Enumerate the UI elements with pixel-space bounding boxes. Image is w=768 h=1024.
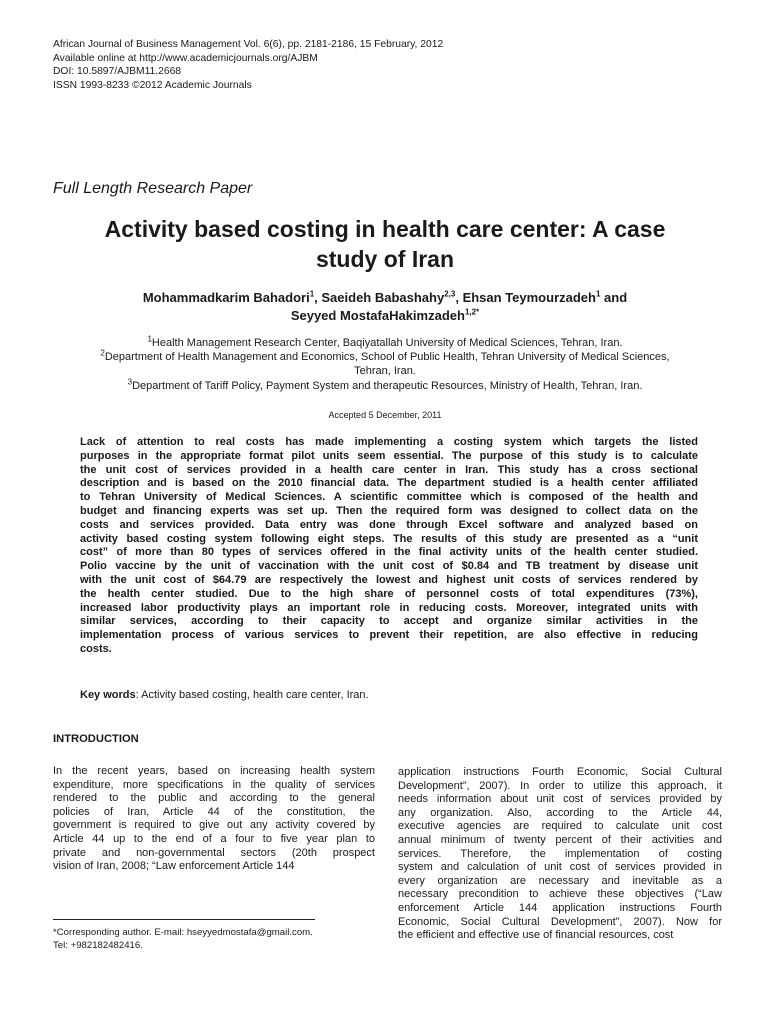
author-line-2 <box>60 307 710 325</box>
body-left-line: expenditure, more specifications in the quality of services <box>53 778 375 791</box>
abstract-line: similar services, according to their capacity to accept and organize similar activities in the <box>80 615 698 628</box>
affiliations <box>60 336 710 393</box>
author-affiliation-mark: 1,2* <box>464 307 480 317</box>
body-right-line: system and calculation of unit cost of services provided in <box>398 861 722 874</box>
title-line-2: study of Iran <box>315 246 454 272</box>
affiliation-2 <box>60 350 710 364</box>
paper-title <box>60 214 710 274</box>
author-list <box>60 289 710 325</box>
abstract-line: budget and financing experts was set up. Then the required form was designed to collect data on the <box>80 504 698 517</box>
abstract-line: costs. <box>80 642 112 655</box>
abstract-line: the health center studied. Due to the high share of personnel costs of total expenditures (73%), <box>80 587 698 600</box>
abstract <box>80 436 698 657</box>
abstract-line: description and is based on the 2010 financial data. The department studied is a health center affiliated <box>80 477 698 490</box>
journal-doi: DOI: 10.5897/AJBM11.2668 <box>53 66 182 78</box>
journal-header <box>53 38 613 92</box>
abstract-line: costs and services provided. Data entry was done through Excel software and analyzed based on <box>80 518 698 531</box>
journal-citation: African Journal of Business Management Vol. 6(6), pp. 2181-2186, 15 February, 2012 <box>53 39 444 50</box>
affiliation-mark: 3 <box>127 376 133 386</box>
footnote-divider <box>53 919 315 920</box>
abstract-line: purposes in the appropriate format pilot units seem essential. The purpose of this study is to calculate <box>80 449 698 462</box>
affiliation-text: Department of Tariff Policy, Payment System and therapeutic Resources, Ministry of Health, Tehran, Iran. <box>132 379 643 392</box>
journal-issn: ISSN 1993-8233 ©2012 Academic Journals <box>53 79 252 91</box>
body-right-line: enforcement Article 144 application instructions Fourth <box>398 901 722 914</box>
author-line-1 <box>60 289 710 307</box>
body-right-line: Development”, 2007). In order to utilize this approach, it <box>398 779 722 792</box>
author-name: , Saeideh Babashahy <box>314 290 445 305</box>
footnote-telephone: Tel: +982182482416. <box>53 940 143 951</box>
affiliation-mark: 1 <box>147 334 152 344</box>
body-right-line: services. Therefore, the implementation of costing <box>398 847 722 860</box>
abstract-line: Polio vaccine by the unit of vaccination with the unit cost of $0.84 and TB treatment by disease unit <box>80 560 698 573</box>
body-left-line: government is required to give out any activity covered by <box>53 819 375 832</box>
abstract-line: the unit cost of services provided in a health care center in Iran. This study has a cross sectional <box>80 463 698 476</box>
body-left-line: Article 44 up to the end of a four to five year plan to <box>53 832 375 845</box>
author-affiliation-mark: 1 <box>309 289 315 299</box>
keywords-text: : Activity based costing, health care center, Iran. <box>135 689 369 701</box>
affiliation-text: Health Management Research Center, Baqiyatallah University of Medical Sciences, Tehran, Iran. <box>151 337 623 349</box>
body-right-line: annual minimum of twenty percent of their activities and <box>398 833 722 846</box>
author-affiliation-mark: 1 <box>595 289 601 299</box>
abstract-line: Lack of attention to real costs has made implementing a costing system which targets the listed <box>80 436 698 448</box>
body-left-line: rendered to the public and according to the general <box>53 792 375 805</box>
body-right-line: executive agencies are required to calculate unit cost <box>398 820 722 833</box>
body-right-line: the efficient and effective use of financial resources, cost <box>398 929 674 942</box>
paper-type: Full Length Research Paper <box>53 180 253 197</box>
body-right-line: every organization are necessary and inevitable as a <box>398 874 722 887</box>
journal-online-link[interactable]: Available online at http://www.academicjournals.org/AJBM <box>53 52 318 64</box>
body-column-right <box>398 766 722 943</box>
affiliation-text: Department of Health Management and Economics, School of Public Health, Tehran University of Medical Sciences, <box>104 351 670 364</box>
keywords-label: Key words <box>80 689 136 701</box>
abstract-line: with the unit cost of $64.79 are respectively the lowest and highest unit costs of services rendered by <box>80 573 698 586</box>
abstract-line: implementation process of various services to prevent their repetition, are also effective in reducing <box>80 629 698 642</box>
body-right-line: Economic, Social Cultural Development”, 2007). Now for <box>398 915 722 928</box>
section-heading-introduction: INTRODUCTION <box>53 733 139 745</box>
abstract-line: cost” of more than 80 types of services offered in the final activity units of the health center studied. <box>80 546 698 559</box>
body-left-line: private and non-governmental sectors (20th prospect <box>53 846 375 859</box>
body-right-line: application instructions Fourth Economic, Social Cultural <box>398 766 722 778</box>
keywords <box>80 689 698 701</box>
author-name: , Ehsan Teymourzadeh <box>455 290 596 305</box>
accepted-date: Accepted 5 December, 2011 <box>328 410 442 420</box>
body-left-line: In the recent years, based on increasing health system <box>53 765 375 777</box>
affiliation-mark: 2 <box>100 348 105 358</box>
body-right-line: needs information about unit cost of services provided by <box>398 793 722 806</box>
affiliation-2-continued: Tehran, Iran. <box>354 365 416 378</box>
abstract-line: increased labor productivity plays an important role in reducing costs. Moreover, integrated units with <box>80 601 698 614</box>
title-line-1: Activity based costing in health care center: A case <box>104 216 666 242</box>
body-right-line: any organization. Also, according to the Article 44, <box>398 806 722 819</box>
abstract-line: activity based costing system following eight steps. The results of this study are presented as a “unit <box>80 532 698 545</box>
author-conjunction: and <box>600 290 628 305</box>
body-right-line: necessary precondition to achieve these objectives (“Law <box>398 888 722 901</box>
author-name: Mohammadkarim Bahadori <box>142 290 310 305</box>
author-affiliation-mark: 2,3 <box>444 289 456 299</box>
body-left-line: vision of Iran, 2008; “Law enforcement Article 144 <box>53 860 295 873</box>
footnote-corresponding-author: *Corresponding author. E-mail: hseyyedmostafa@gmail.com. <box>53 927 313 938</box>
affiliation-3 <box>60 376 710 393</box>
body-left-line: policies of Iran, Article 44 of the constitution, the <box>53 805 375 818</box>
abstract-line: to Tehran University of Medical Sciences. A scientific committee which is composed of the health and <box>80 491 698 504</box>
affiliation-1 <box>60 336 710 350</box>
body-column-left <box>53 765 375 874</box>
author-name: Seyyed MostafaHakimzadeh <box>290 308 465 323</box>
footnote <box>53 926 383 952</box>
